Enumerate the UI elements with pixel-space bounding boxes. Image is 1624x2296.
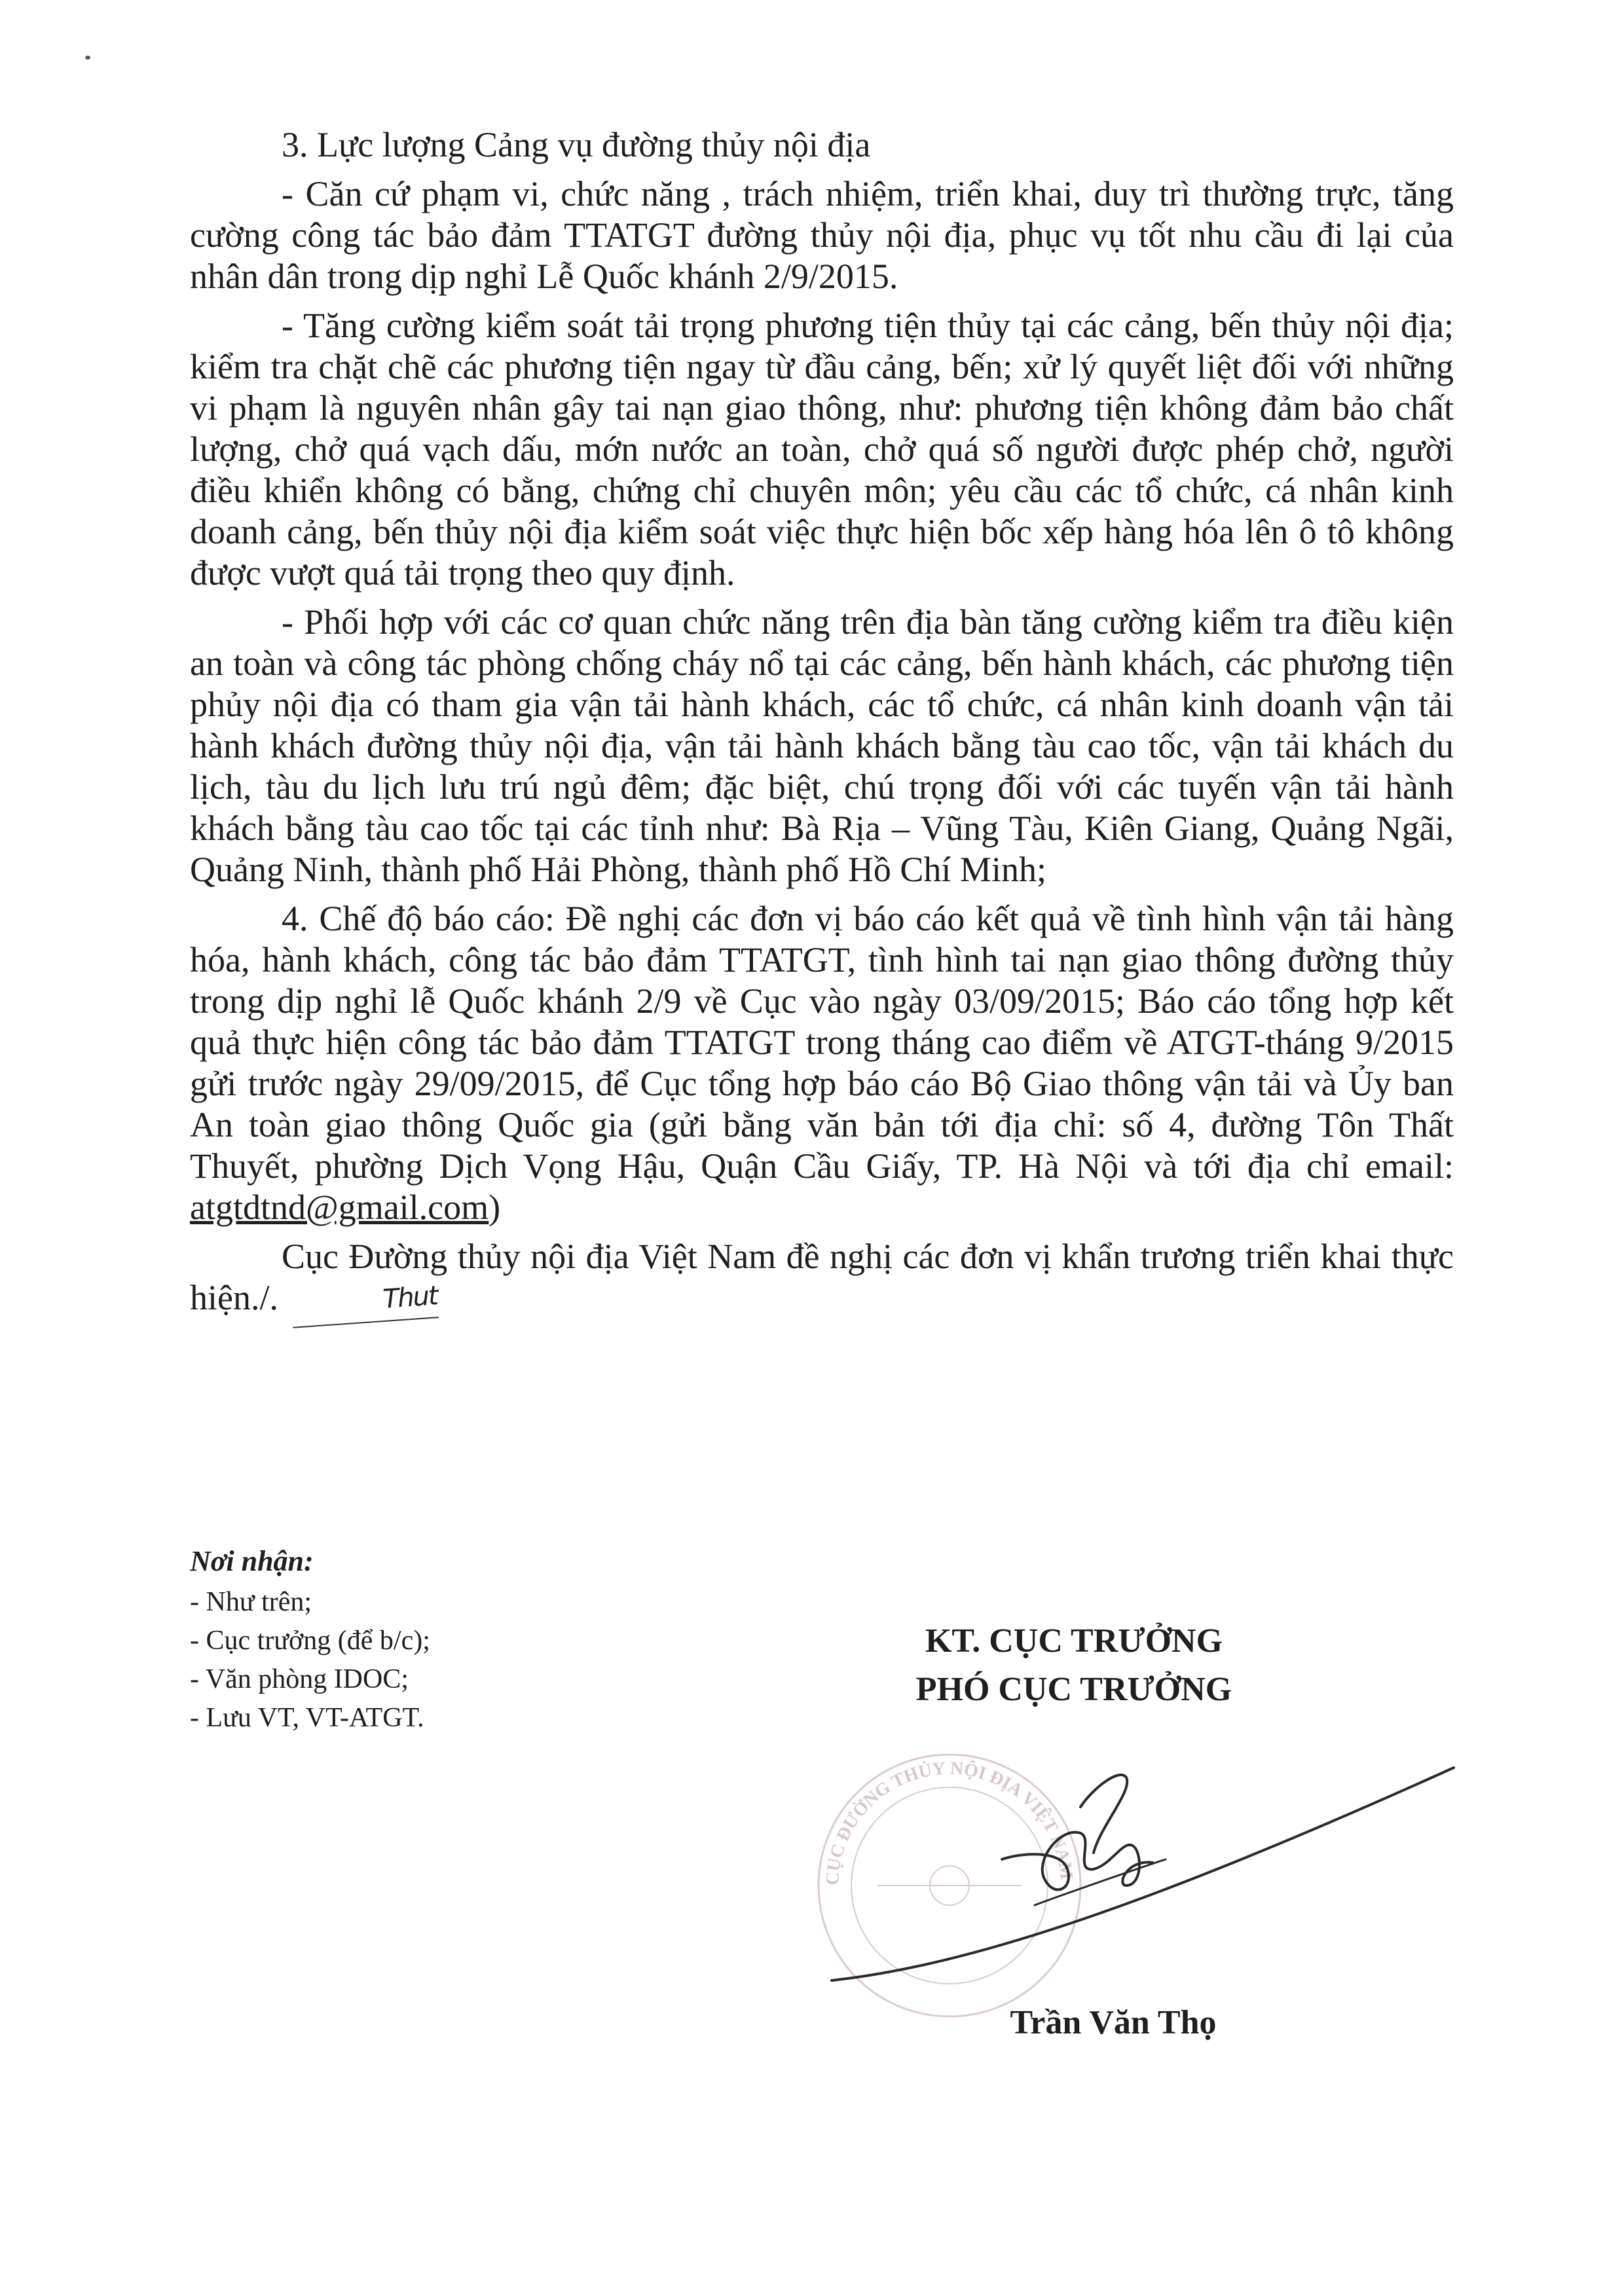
paragraph-coordination: - Phối hợp với các cơ quan chức năng trên địa bàn tăng cường kiểm tra điều kiện an toàn và công tác phòng chống cháy nổ tại các cảng, bến hành khách, các phương tiện phủy nội địa có tham gia vận tải hành khách, các tổ chức, cá nhân kinh doanh vận tải hành khách đường thủy nội địa, vận tải hành khách bằng tàu cao tốc, vận tải khách du lịch, tàu du lịch lưu trú ngủ đêm; đặc biệt, chú trọng đối với các tuyến vận tải hành khách bằng tàu cao tốc tại các tỉnh như: Bà Rịa – Vũng Tàu, Kiên Giang, Quảng Ngãi, Quảng Ninh, thành phố Hải Phòng, thành phố Hồ Chí Minh; <box>190 602 1454 889</box>
paragraph-closing <box>190 1236 1454 1323</box>
recipient-item: - Như trên; <box>190 1587 312 1617</box>
reporting-close: ) <box>489 1188 501 1227</box>
recipient-item: - Văn phòng IDOC; <box>190 1664 409 1694</box>
handwritten-signature <box>832 1768 1454 1980</box>
recipient-item: - Cục trưởng (để b/c); <box>190 1626 430 1656</box>
paragraph-scope: - Căn cứ phạm vi, chức năng , trách nhiệm, triển khai, duy trì thường trực, tăng cường công tác bảo đảm TTATGT đường thủy nội địa, phục vụ tốt nhu cầu đi lại của nhân dân trong dịp nghỉ Lễ Quốc khánh 2/9/2015. <box>190 174 1454 296</box>
scan-speck <box>85 56 90 60</box>
recipients-title: Nơi nhận: <box>190 1545 314 1577</box>
handwritten-initials: Thut <box>290 1275 439 1328</box>
recipients-list <box>190 1583 714 1738</box>
recipients-block <box>190 1542 714 1738</box>
section-3-heading: 3. Lực lượng Cảng vụ đường thủy nội địa <box>282 125 871 164</box>
signer-name: Trần Văn Thọ <box>1010 2004 1217 2041</box>
recipient-item: - Lưu VT, VT-ATGT. <box>190 1703 424 1733</box>
closing-text: Cục Đường thủy nội địa Việt Nam đề nghị các đơn vị khẩn trương triển khai thực hiện./. <box>190 1237 1454 1317</box>
document-body <box>190 124 1454 1323</box>
signature-title-block <box>838 1617 1310 1714</box>
paragraph-load-control: - Tăng cường kiểm soát tải trọng phương tiện thủy tại các cảng, bến thủy nội địa; kiểm tra chặt chẽ các phương tiện ngay từ đầu cảng, bến; xử lý quyết liệt đối với những vi phạm là nguyên nhân gây tai nạn giao thông, như: phương tiện không đảm bảo chất lượng, chở quá vạch dấu, mớn nước an toàn, chở quá số người được phép chở, người điều khiển không có bằng, chứng chỉ chuyên môn; yêu cầu các tổ chức, cá nhân kinh doanh cảng, bến thủy nội địa kiểm soát việc thực hiện bốc xếp hàng hóa lên ô tô không được vượt quá tải trọng theo quy định. <box>190 306 1454 592</box>
paragraph-reporting <box>190 898 1454 1228</box>
signature-title-line2: PHÓ CỤC TRƯỞNG <box>915 1671 1232 1708</box>
reporting-text: 4. Chế độ báo cáo: Đề nghị các đơn vị báo cáo kết quả về tình hình vận tải hàng hóa, hành khách, công tác bảo đảm TTATGT, tình hình tai nạn giao thông đường thủy trong dịp nghỉ lễ Quốc khánh 2/9 về Cục vào ngày 03/09/2015; Báo cáo tổng hợp kết quả thực hiện công tác bảo đảm TTATGT trong tháng cao điểm về ATGT-tháng 9/2015 gửi trước ngày 29/09/2015, để Cục tổng hợp báo cáo Bộ Giao thông vận tải và Ủy ban An toàn giao thông Quốc gia (gửi bằng văn bản tới địa chỉ: số 4, đường Tôn Thất Thuyết, phường Dịch Vọng Hậu, Quận Cầu Giấy, TP. Hà Nội và tới địa chỉ email: <box>190 899 1454 1186</box>
seal-text: CỤC ĐƯỜNG THỦY NỘI ĐỊA VIỆT NAM <box>822 1758 1077 1886</box>
signature-title-line1: KT. CỤC TRƯỞNG <box>925 1622 1223 1660</box>
email-link[interactable]: atgtdtnd@gmail.com <box>190 1188 489 1227</box>
